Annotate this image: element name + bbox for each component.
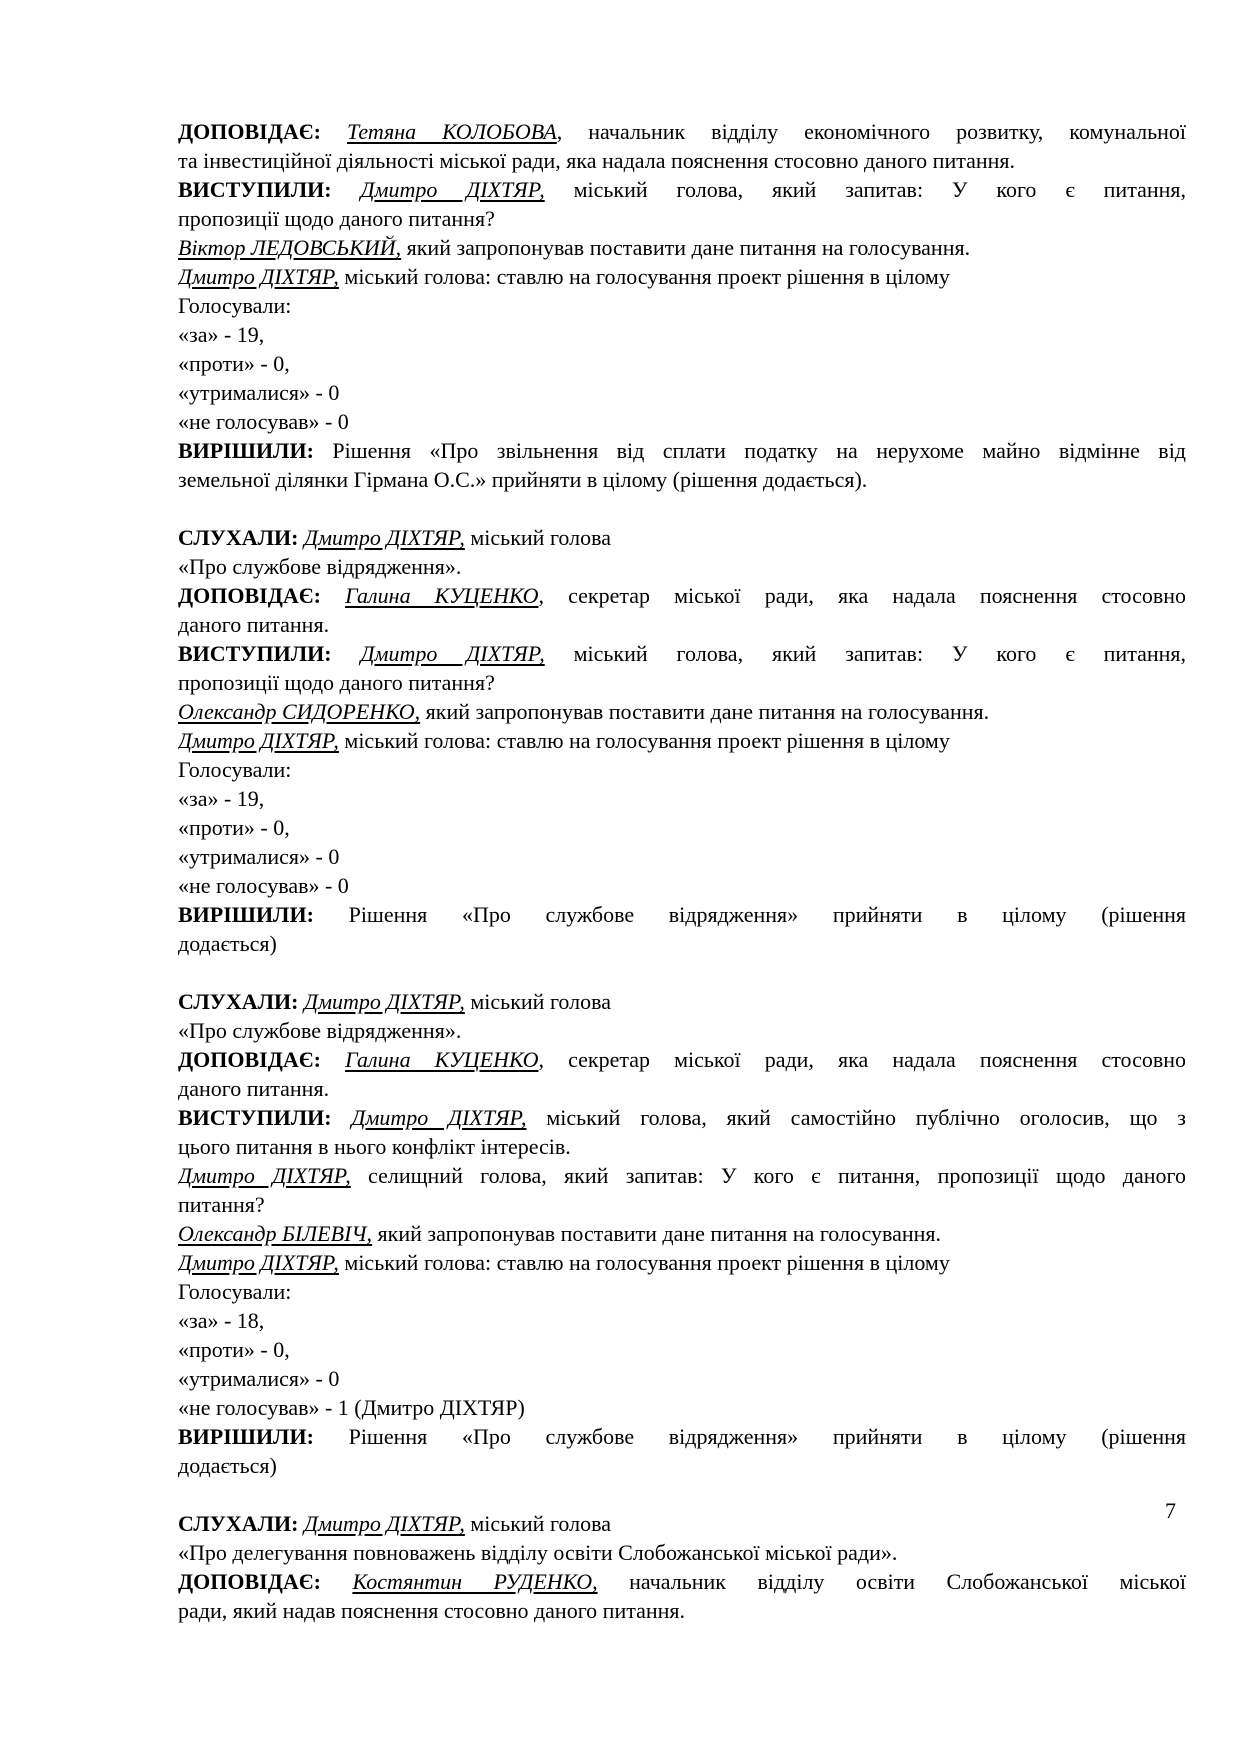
paragraph-gap: [178, 494, 1186, 523]
text-line: [178, 1393, 1186, 1422]
text-run: Голосували:: [178, 293, 292, 318]
document-body: [178, 117, 1186, 1625]
text-run: додається): [178, 1453, 277, 1478]
text-line: [178, 1538, 1186, 1567]
person-name: Тетяна КОЛОБОВА: [346, 119, 557, 144]
text-run: Голосували:: [178, 1279, 292, 1304]
person-name: Дмитро ДІХТЯР,: [178, 728, 339, 753]
text-line: [178, 755, 1186, 784]
text-run: земельної ділянки Гірмана О.С.» прийняти в цілому (рішення додається).: [178, 467, 868, 492]
text-run: міський голова, який запитав: У кого є питання,: [544, 641, 1186, 666]
text-run: «Про службове відрядження».: [178, 554, 462, 579]
text-run: пропозиції щодо даного питання?: [178, 206, 495, 231]
person-name: Віктор ЛЕДОВСЬКИЙ,: [178, 235, 402, 260]
text-run: Рішення «Про службове відрядження» прийняти в цілому (рішення: [348, 1424, 1186, 1449]
text-line: [178, 1567, 1186, 1596]
section-label: ДОПОВІДАЄ:: [178, 1569, 353, 1594]
text-line: [178, 1016, 1186, 1045]
text-run: цього питання в нього конфлікт інтересів.: [178, 1134, 571, 1159]
person-name: Костянтин РУДЕНКО,: [352, 1569, 598, 1594]
text-line: [178, 871, 1186, 900]
text-run: міський голова: ставлю на голосування проект рішення в цілому: [338, 728, 950, 753]
text-run: «за» - 18,: [178, 1308, 265, 1333]
text-run: даного питання.: [178, 612, 330, 637]
text-run: міський голова: [464, 989, 611, 1014]
text-run: «проти» - 0,: [178, 1337, 290, 1362]
text-line: [178, 1277, 1186, 1306]
person-name: Олександр БІЛЕВІЧ,: [178, 1221, 373, 1246]
text-run: «Про делегування повноважень відділу освіти Слобожанської міської ради».: [178, 1540, 898, 1565]
text-run: та інвестиційної діяльності міської ради, яка надала пояснення стосовно даного питання.: [178, 148, 1016, 173]
text-line: [178, 1161, 1186, 1190]
text-line: [178, 639, 1186, 668]
text-run: міський голова: [464, 525, 611, 550]
text-run: Рішення «Про звільнення від сплати податку на нерухоме майно відмінне від: [332, 438, 1186, 463]
text-line: [178, 1306, 1186, 1335]
text-line: [178, 175, 1186, 204]
text-line: [178, 1190, 1186, 1219]
text-run: який запропонував поставити дане питання на голосування.: [401, 235, 971, 260]
person-name: Дмитро ДІХТЯР,: [360, 641, 545, 666]
text-run: селищний голова, який запитав: У кого є питання, пропозиції щодо даного: [350, 1163, 1186, 1188]
text-run: міський голова: [464, 1511, 611, 1536]
text-run: «проти» - 0,: [178, 815, 290, 840]
text-line: [178, 146, 1186, 175]
person-name: Дмитро ДІХТЯР,: [178, 264, 339, 289]
section-label: ВИСТУПИЛИ:: [178, 177, 361, 202]
text-line: [178, 117, 1186, 146]
person-name: Дмитро ДІХТЯР,: [303, 525, 465, 550]
person-name: Дмитро ДІХТЯР,: [360, 177, 545, 202]
text-line: [178, 552, 1186, 581]
text-run: Рішення «Про службове відрядження» прийняти в цілому (рішення: [348, 902, 1186, 927]
text-line: [178, 1103, 1186, 1132]
text-line: [178, 436, 1186, 465]
text-run: «утрималися» - 0: [178, 380, 340, 405]
text-run: міський голова, який запитав: У кого є питання,: [544, 177, 1186, 202]
section-label: ВИРІШИЛИ:: [178, 1424, 349, 1449]
text-line: [178, 378, 1186, 407]
text-line: [178, 1422, 1186, 1451]
text-line: [178, 1074, 1186, 1103]
text-line: [178, 262, 1186, 291]
text-line: [178, 1248, 1186, 1277]
section-label: СЛУХАЛИ:: [178, 1511, 304, 1536]
text-run: міський голова, який самостійно публічно оголосив, що з: [526, 1105, 1186, 1130]
section-label: ВИРІШИЛИ:: [178, 902, 349, 927]
person-name: Дмитро ДІХТЯР,: [303, 989, 465, 1014]
section-label: ДОПОВІДАЄ:: [178, 1047, 346, 1072]
text-line: [178, 1509, 1186, 1538]
text-line: [178, 929, 1186, 958]
text-run: який запропонував поставити дане питання на голосування.: [372, 1221, 942, 1246]
text-line: [178, 1335, 1186, 1364]
section-label: ДОПОВІДАЄ:: [178, 119, 347, 144]
section-label: ВИРІШИЛИ:: [178, 438, 333, 463]
person-name: Олександр СИДОРЕНКО,: [178, 699, 421, 724]
text-run: «утрималися» - 0: [178, 1366, 340, 1391]
text-line: [178, 610, 1186, 639]
page-number: 7: [1165, 1498, 1176, 1523]
text-run: міський голова: ставлю на голосування проект рішення в цілому: [338, 264, 950, 289]
section-label: ДОПОВІДАЄ:: [178, 583, 346, 608]
text-run: пропозиції щодо даного питання?: [178, 670, 495, 695]
text-run: начальник відділу освіти Слобожанської міської: [597, 1569, 1186, 1594]
text-run: міський голова: ставлю на голосування проект рішення в цілому: [338, 1250, 950, 1275]
person-name: Галина КУЦЕНКО: [345, 583, 539, 608]
text-run: «не голосував» - 0: [178, 873, 349, 898]
section-label: СЛУХАЛИ:: [178, 989, 304, 1014]
text-line: [178, 668, 1186, 697]
text-line: [178, 349, 1186, 378]
text-line: [178, 523, 1186, 552]
text-line: [178, 987, 1186, 1016]
text-run: даного питання.: [178, 1076, 330, 1101]
text-line: [178, 407, 1186, 436]
text-run: Голосували:: [178, 757, 292, 782]
text-run: додається): [178, 931, 277, 956]
text-line: [178, 291, 1186, 320]
person-name: Дмитро ДІХТЯР,: [178, 1163, 351, 1188]
text-line: [178, 697, 1186, 726]
text-line: [178, 726, 1186, 755]
person-name: Дмитро ДІХТЯР,: [351, 1105, 527, 1130]
text-run: «утрималися» - 0: [178, 844, 340, 869]
text-line: [178, 1364, 1186, 1393]
text-line: [178, 1596, 1186, 1625]
text-run: , секретар міської ради, яка надала пояснення стосовно: [538, 1047, 1186, 1072]
text-line: [178, 1451, 1186, 1480]
text-run: який запропонував поставити дане питання на голосування.: [420, 699, 990, 724]
text-run: «Про службове відрядження».: [178, 1018, 462, 1043]
person-name: Дмитро ДІХТЯР,: [303, 1511, 465, 1536]
text-run: «за» - 19,: [178, 786, 265, 811]
text-run: «не голосував» - 0: [178, 409, 349, 434]
text-line: [178, 842, 1186, 871]
text-run: , начальник відділу економічного розвитку, комунальної: [556, 119, 1186, 144]
text-line: [178, 784, 1186, 813]
text-run: «проти» - 0,: [178, 351, 290, 376]
text-run: «за» - 19,: [178, 322, 265, 347]
text-run: ради, який надав пояснення стосовно даного питання.: [178, 1598, 686, 1623]
person-name: Галина КУЦЕНКО: [345, 1047, 539, 1072]
person-name: Дмитро ДІХТЯР,: [178, 1250, 339, 1275]
text-line: [178, 1045, 1186, 1074]
paragraph-gap: [178, 1480, 1186, 1509]
text-run: питання?: [178, 1192, 265, 1217]
text-line: [178, 581, 1186, 610]
text-line: [178, 1219, 1186, 1248]
section-label: ВИСТУПИЛИ:: [178, 641, 361, 666]
text-line: [178, 1132, 1186, 1161]
text-line: [178, 320, 1186, 349]
section-label: СЛУХАЛИ:: [178, 525, 304, 550]
text-line: [178, 900, 1186, 929]
text-run: «не голосував» - 1 (Дмитро ДІХТЯР): [178, 1395, 525, 1420]
text-line: [178, 233, 1186, 262]
text-line: [178, 813, 1186, 842]
section-label: ВИСТУПИЛИ:: [178, 1105, 352, 1130]
text-line: [178, 204, 1186, 233]
text-run: , секретар міської ради, яка надала пояснення стосовно: [538, 583, 1186, 608]
text-line: [178, 465, 1186, 494]
paragraph-gap: [178, 958, 1186, 987]
